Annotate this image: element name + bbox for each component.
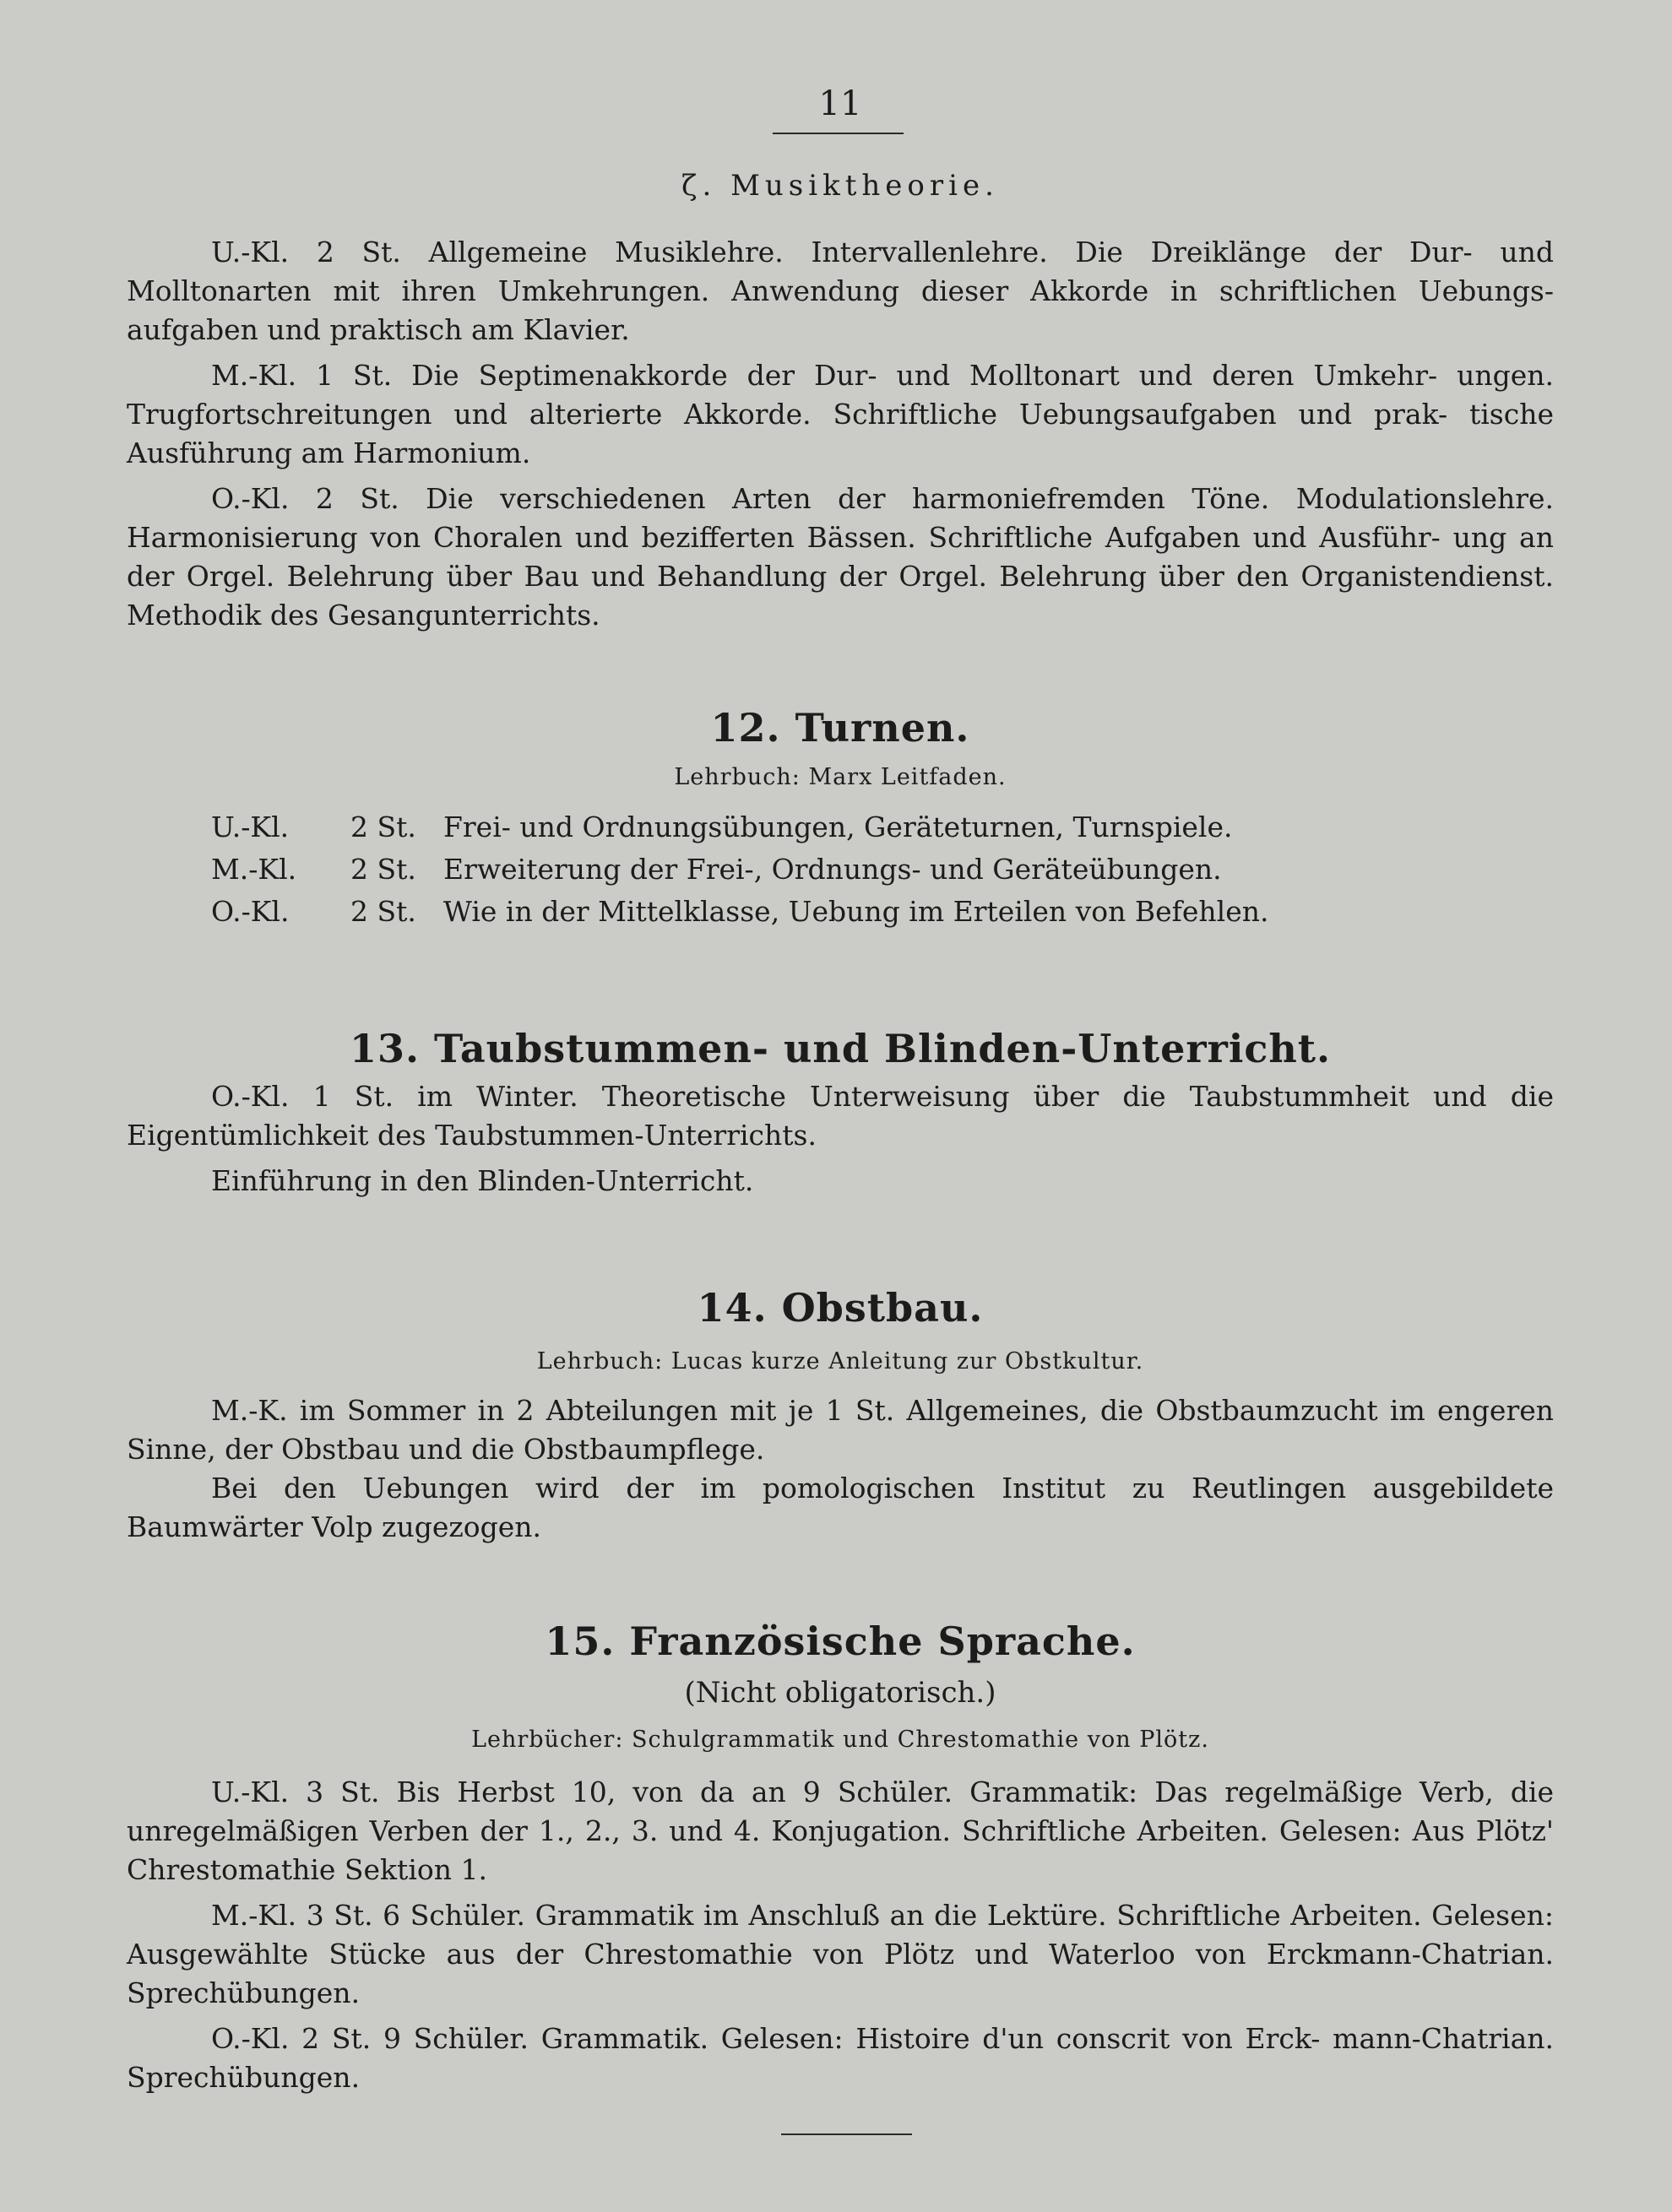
section-12-row <box>127 806 1554 848</box>
row-class: U.-Kl. <box>211 811 290 843</box>
row-class: M.-Kl. <box>211 853 297 886</box>
section-12-textbook: Lehrbuch: Marx Leitfaden. <box>674 764 1007 790</box>
section-15-middle-class: M.-Kl. 3 St. 6 Schüler. Grammatik im Anschluß an die Lektüre. Schriftliche Arbeiten. Gelesen: Ausgewählte Stücke aus der Chrestomathie von Plötz und Waterloo von Erckmann-Chatrian. Sprechübungen. <box>127 1899 1554 2009</box>
section-15-upper-class: O.-Kl. 2 St. 9 Schüler. Grammatik. Gelesen: Histoire d'un conscrit von Erck- mann-Chatrian. Sprechübungen. <box>127 2022 1554 2094</box>
row-text: Wie in der Mittelklasse, Uebung im Erteilen von Befehlen. <box>443 895 1269 928</box>
section-13-title: 13. Taubstummen- und Blinden-Unterricht. <box>349 1026 1332 1071</box>
section-12-row <box>127 891 1554 933</box>
section-14-title: 14. Obstbau. <box>697 1285 984 1331</box>
footer-rule <box>781 2133 912 2135</box>
row-text: Frei- und Ordnungsübungen, Geräteturnen, Turnspiele. <box>443 811 1233 843</box>
section-13-paragraph-1: O.-Kl. 1 St. im Winter. Theoretische Unterweisung über die Taubstummheit und die Eigentümlichkeit des Taubstummen-Unterrichts. <box>127 1080 1554 1152</box>
section-15-body <box>127 1773 1554 2097</box>
page-number: 11 <box>818 84 862 123</box>
section-13-paragraph-2: Einführung in den Blinden-Unterricht. <box>211 1164 754 1197</box>
music-theory-upper-class: O.-Kl. 2 St. Die verschiedenen Arten der harmoniefremden Töne. Modulationslehre. Harmonisierung von Choralen und bezifferten Bässen. Schriftliche Aufgaben und Ausführ- ung an der Orgel. Belehrung über Bau und Behandlung der Orgel. Belehrung über den Organistendienst. Methodik des Gesangunterrichts. <box>127 482 1554 632</box>
row-text: Erweiterung der Frei-, Ordnungs- und Geräteübungen. <box>443 853 1222 886</box>
music-theory-lower-class: U.-Kl. 2 St. Allgemeine Musiklehre. Intervallenlehre. Die Dreiklänge der Dur- und Molltonarten mit ihren Umkehrungen. Anwendung dieser Akkorde in schriftlichen Uebungs- aufgaben und praktisch am Klavier. <box>127 236 1554 346</box>
section-15-subtitle: (Nicht obligatorisch.) <box>684 1676 996 1710</box>
section-12-title: 12. Turnen. <box>710 705 970 751</box>
row-hours: 2 St. <box>350 895 416 928</box>
section-12-row <box>127 848 1554 891</box>
section-15-textbook: Lehrbücher: Schulgrammatik und Chrestomathie von Plötz. <box>471 1727 1209 1753</box>
music-theory-section <box>127 233 1554 635</box>
section-14-textbook: Lehrbuch: Lucas kurze Anleitung zur Obstkultur. <box>536 1348 1144 1374</box>
page-number-rule <box>773 133 904 134</box>
section-14-paragraph-1: M.-K. im Sommer in 2 Abteilungen mit je 1 St. Allgemeines, die Obstbaumzucht im engeren Sinne, der Obstbau und die Obstbaumpflege. <box>127 1394 1554 1466</box>
section-12-rows <box>127 806 1554 933</box>
row-hours: 2 St. <box>350 811 416 843</box>
row-hours: 2 St. <box>350 853 416 886</box>
row-class: O.-Kl. <box>211 895 290 928</box>
section-15-lower-class: U.-Kl. 3 St. Bis Herbst 10, von da an 9 Schüler. Grammatik: Das regelmäßige Verb, die unregelmäßigen Verben der 1., 2., 3. und 4. Konjugation. Schriftliche Arbeiten. Gelesen: Aus Plötz' Chrestomathie Sektion 1. <box>127 1776 1554 1886</box>
section-15-title: 15. Französische Sprache. <box>545 1618 1136 1664</box>
section-14-paragraph-2: Bei den Uebungen wird der im pomologischen Institut zu Reutlingen ausgebildete Baumwärter Volp zugezogen. <box>127 1472 1554 1543</box>
music-theory-middle-class: M.-Kl. 1 St. Die Septimenakkorde der Dur- und Molltonart und deren Umkehr- ungen. Trugfortschreitungen und alterierte Akkorde. Schriftliche Uebungsaufgaben und prak- tische Ausführung am Harmonium. <box>127 359 1554 469</box>
section-13-body <box>127 1077 1554 1201</box>
section-14-body <box>127 1391 1554 1547</box>
music-theory-heading: ζ. Musiktheorie. <box>681 169 999 203</box>
